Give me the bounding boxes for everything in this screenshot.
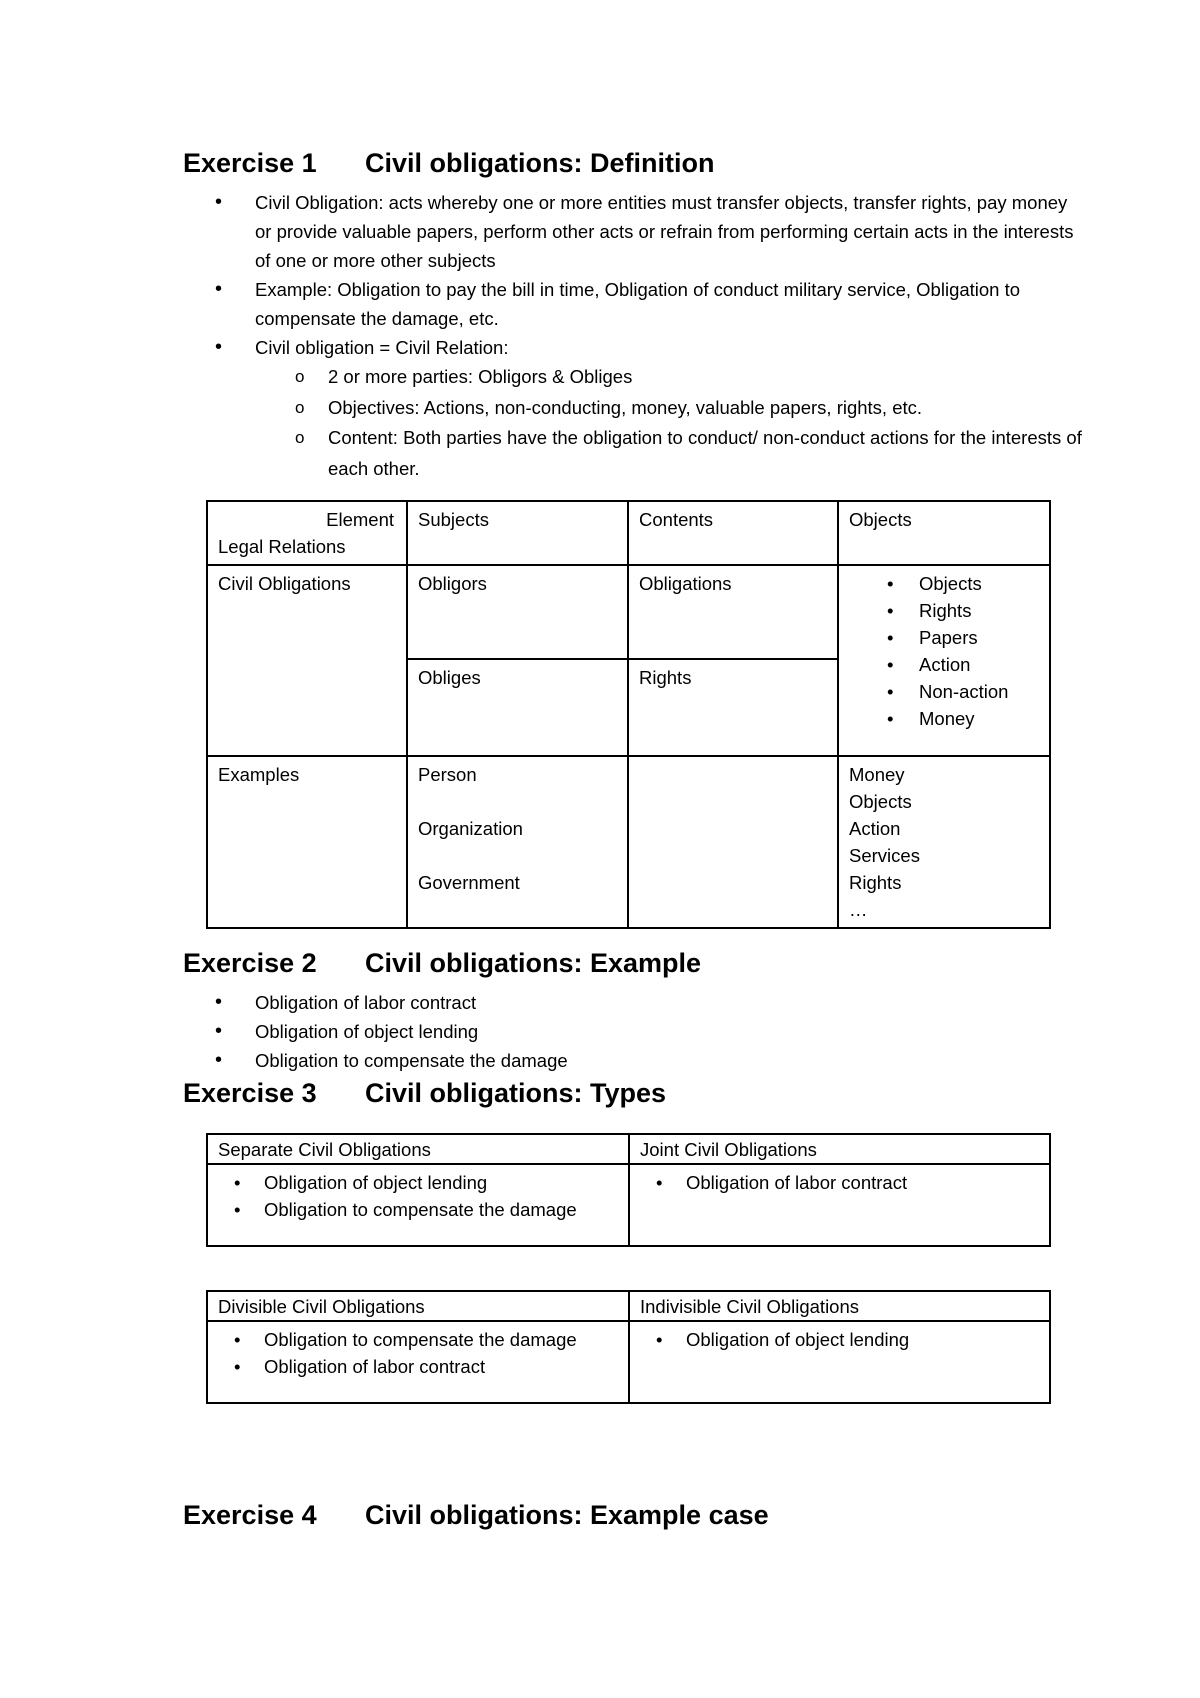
list-item: Person: [418, 764, 477, 785]
table-cell: Rights: [628, 659, 838, 756]
exercise-2-number: Exercise 2: [183, 948, 317, 978]
exercise-3-heading: [183, 1078, 666, 1109]
exercise-2-title: Civil obligations: Example: [365, 948, 702, 978]
sub-list-item: o 2 or more parties: Obligors & Obliges: [183, 362, 1083, 393]
table-header-cell: [207, 501, 407, 565]
exercise-1-bullets: [183, 188, 1083, 484]
exercise-1-sub-bullets: [255, 362, 1083, 484]
list-item: Money: [849, 764, 905, 785]
divisible-table: [206, 1290, 1051, 1404]
joint-list: [640, 1169, 1039, 1196]
list-item: [183, 333, 1083, 484]
subjects-examples: [418, 761, 617, 896]
list-item: • Action: [849, 651, 1039, 678]
separate-list: [218, 1169, 618, 1223]
table-cell: Obliges: [407, 659, 628, 756]
list-item: • Money: [849, 705, 1039, 732]
table-header-cell: Joint Civil Obligations: [629, 1134, 1050, 1164]
list-item: …: [849, 899, 868, 920]
list-item: Action: [849, 818, 901, 839]
header-legal-relations: Legal Relations: [218, 536, 346, 557]
table-header-cell: Indivisible Civil Obligations: [629, 1291, 1050, 1321]
table-cell: [629, 1164, 1050, 1246]
list-item: • Obligation to compensate the damage: [183, 1046, 1083, 1075]
list-item: • Non-action: [849, 678, 1039, 705]
list-item: • Obligation of labor contract: [218, 1353, 618, 1380]
exercise-4-heading: [183, 1500, 769, 1531]
sub-list-item: o Objectives: Actions, non-conducting, money, valuable papers, rights, etc.: [183, 393, 1083, 424]
list-item-text: Civil obligation = Civil Relation:: [255, 337, 509, 358]
list-item: Rights: [849, 872, 902, 893]
indivisible-list: [640, 1326, 1039, 1353]
legal-relations-table: [206, 500, 1051, 929]
list-item: Organization: [418, 818, 523, 839]
exercise-1-title: Civil obligations: Definition: [365, 148, 715, 178]
list-item: • Obligation of object lending: [640, 1326, 1039, 1353]
exercise-4-title: Civil obligations: Example case: [365, 1500, 769, 1530]
exercise-4-number: Exercise 4: [183, 1500, 317, 1530]
separate-joint-table: [206, 1133, 1051, 1247]
table-header-cell: Separate Civil Obligations: [207, 1134, 629, 1164]
table-header-cell: Divisible Civil Obligations: [207, 1291, 629, 1321]
table-cell: [207, 1321, 629, 1403]
list-item: • Obligation to compensate the damage: [218, 1196, 618, 1223]
exercise-1-heading: [183, 148, 714, 179]
table-header-cell: Objects: [838, 501, 1050, 565]
table-cell: [629, 1321, 1050, 1403]
table-cell: [207, 1164, 629, 1246]
list-item: • Objects: [849, 570, 1039, 597]
table-cell: Examples: [207, 756, 407, 928]
list-item: • Obligation of object lending: [218, 1169, 618, 1196]
table-cell: Obligors: [407, 565, 628, 659]
exercise-3-title: Civil obligations: Types: [365, 1078, 667, 1108]
table-header-cell: Contents: [628, 501, 838, 565]
objects-list: [849, 570, 1039, 732]
exercise-2-heading: [183, 948, 701, 979]
objects-examples: [849, 761, 1039, 923]
table-cell: [838, 756, 1050, 928]
divisible-list: [218, 1326, 618, 1380]
exercise-1-number: Exercise 1: [183, 148, 317, 178]
list-item: • Civil Obligation: acts whereby one or more entities must transfer objects, transfer rights, pay money or provide valuable papers, perform other acts or refrain from performing certain acts in the interests of one or more other subjects: [183, 188, 1083, 275]
list-item: • Obligation of object lending: [183, 1017, 1083, 1046]
list-item: • Obligation to compensate the damage: [218, 1326, 618, 1353]
list-item: Objects: [849, 791, 912, 812]
table-cell: [628, 756, 838, 928]
exercise-2-bullets: [183, 988, 1083, 1075]
table-cell: Civil Obligations: [207, 565, 407, 756]
sub-list-item: o Content: Both parties have the obligation to conduct/ non-conduct actions for the interests of each other.: [183, 423, 1083, 484]
table-cell: [407, 756, 628, 928]
table-header-cell: Subjects: [407, 501, 628, 565]
list-item: Services: [849, 845, 920, 866]
list-item: • Papers: [849, 624, 1039, 651]
exercise-3-number: Exercise 3: [183, 1078, 317, 1108]
list-item: • Rights: [849, 597, 1039, 624]
list-item: • Example: Obligation to pay the bill in time, Obligation of conduct military service, Obligation to compensate the damage, etc.: [183, 275, 1083, 333]
table-cell: Obligations: [628, 565, 838, 659]
header-element: Element: [326, 509, 394, 530]
table-cell: [838, 565, 1050, 756]
list-item: • Obligation of labor contract: [183, 988, 1083, 1017]
list-item: • Obligation of labor contract: [640, 1169, 1039, 1196]
list-item: Government: [418, 872, 520, 893]
